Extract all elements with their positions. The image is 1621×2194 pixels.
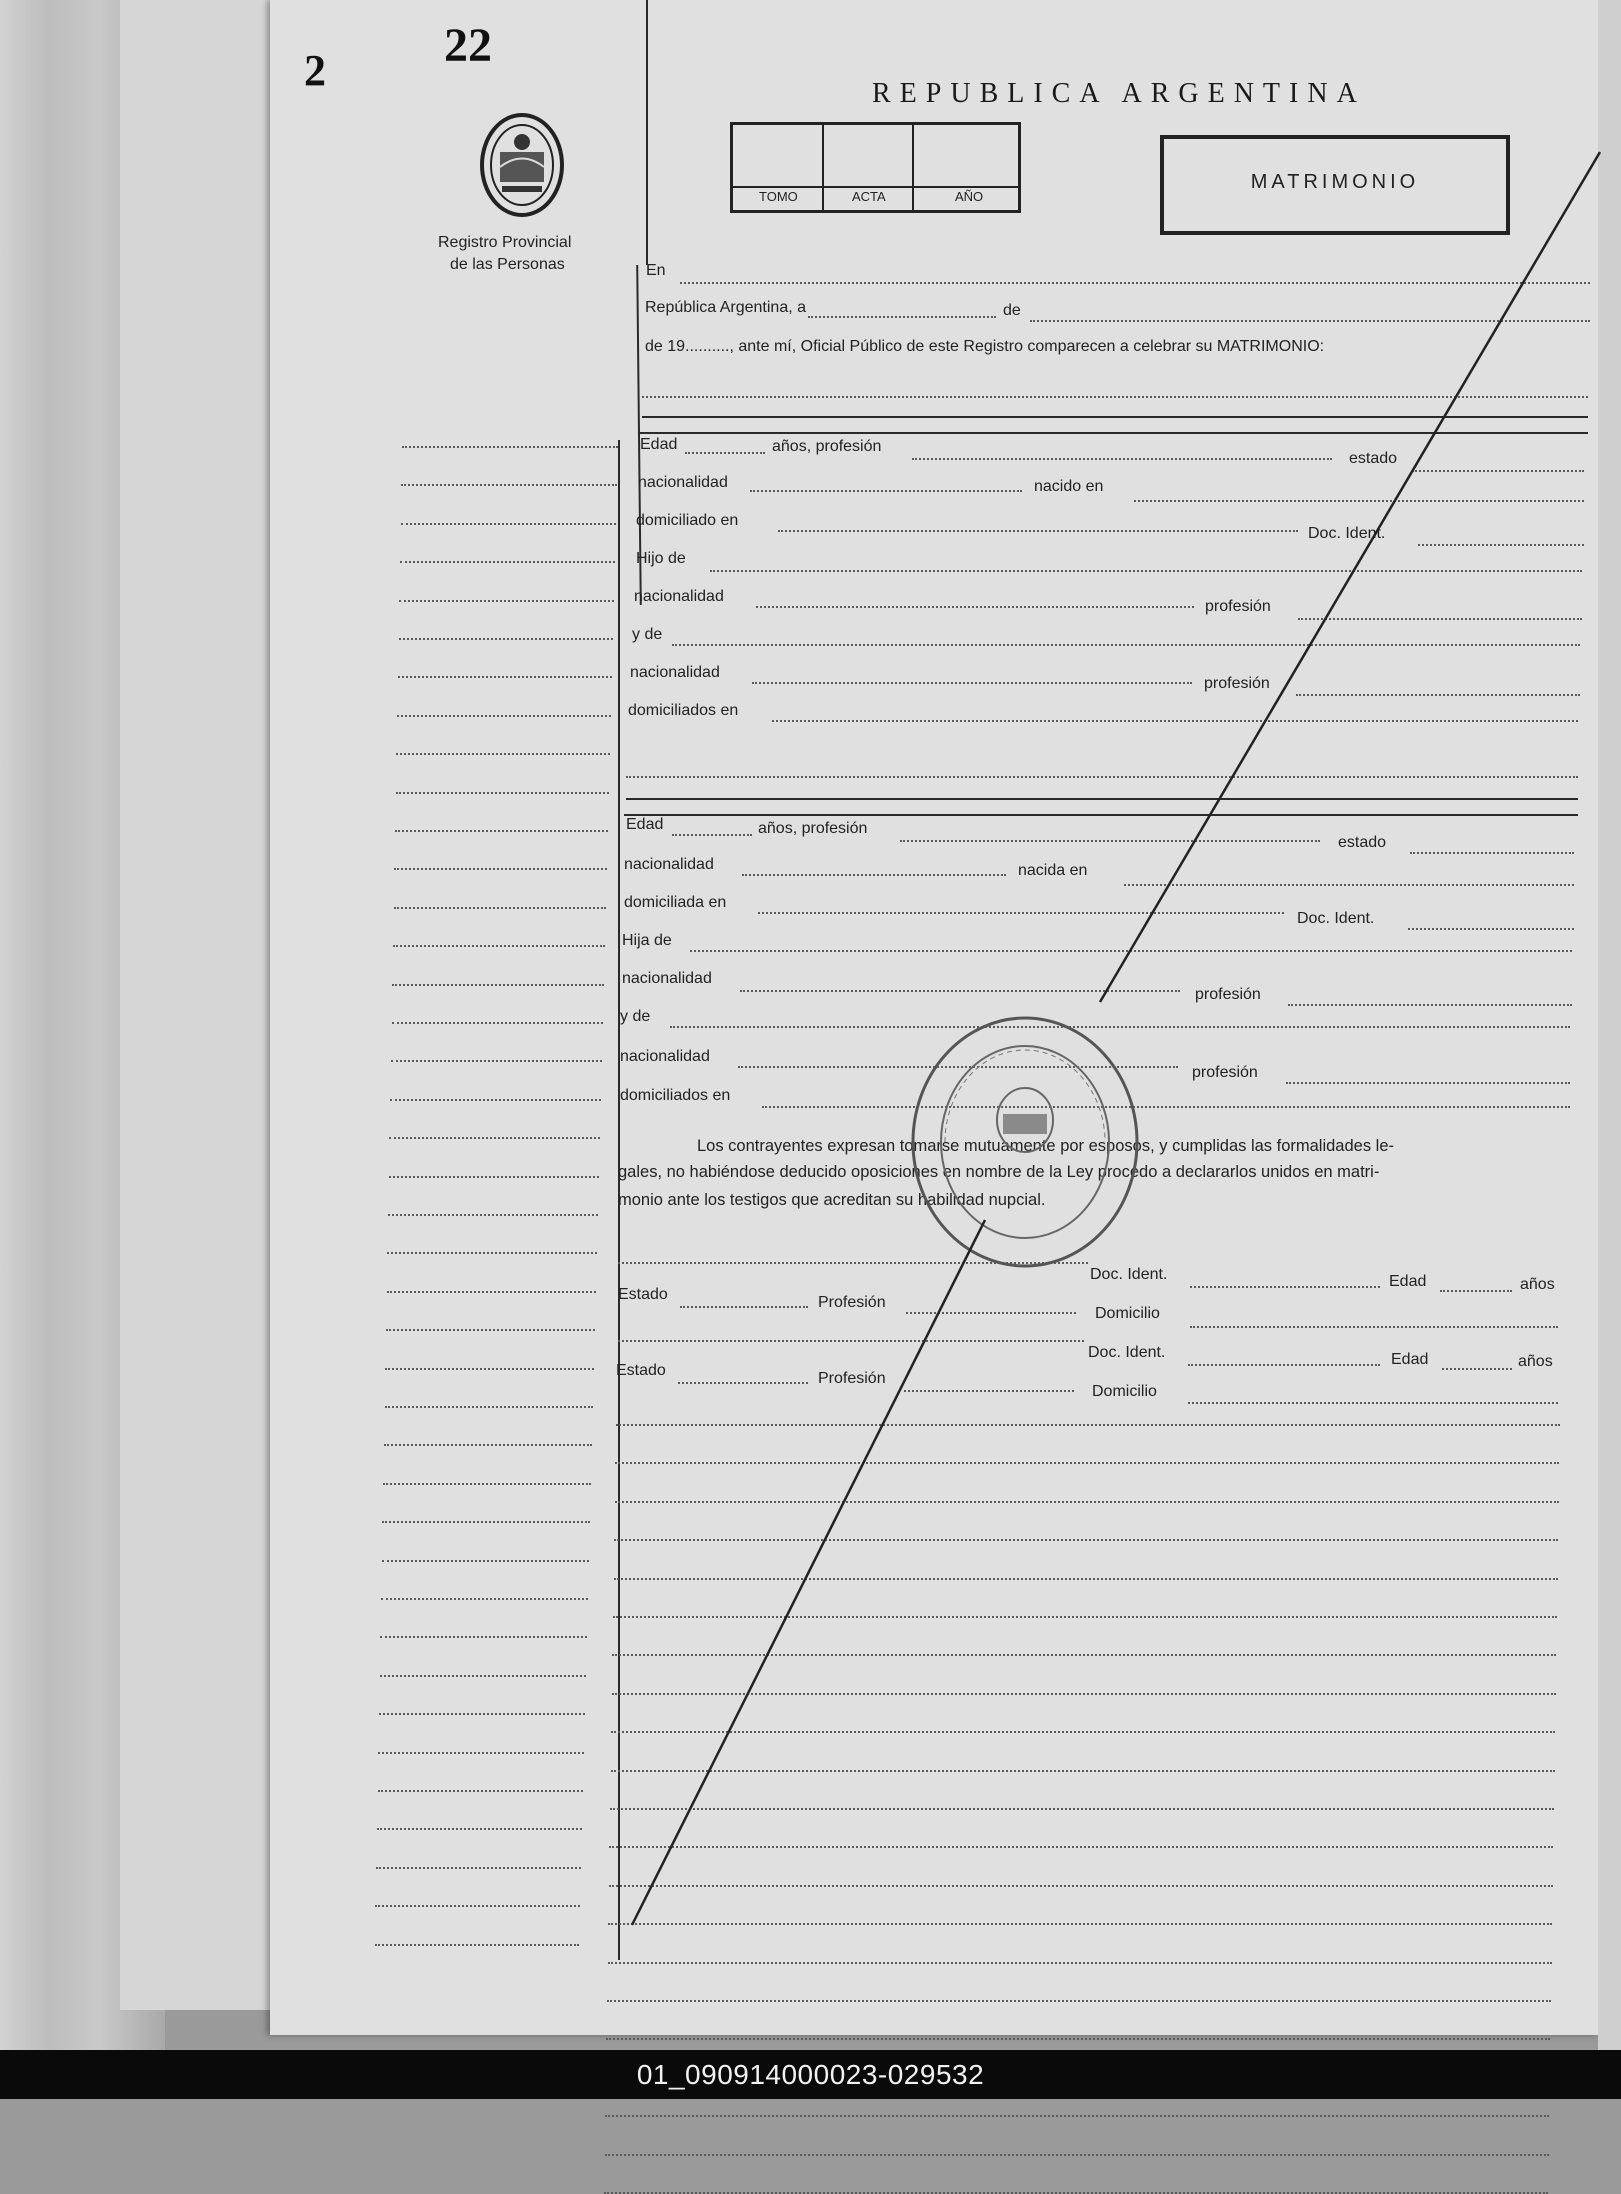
acta-label: ACTA	[852, 189, 886, 204]
groom-profesion-label: años, profesión	[772, 438, 882, 455]
witness-2-domicilio-label: Domicilio	[1092, 1383, 1157, 1400]
intro-en-label: En	[646, 262, 666, 279]
image-caption-bar	[0, 2050, 1621, 2099]
witness-1-doc-label: Doc. Ident.	[1090, 1266, 1168, 1283]
bride-yde-label: y de	[620, 1008, 651, 1025]
groom-domiciliado-label: domiciliado en	[636, 512, 739, 529]
groom-edad-label: Edad	[640, 436, 678, 453]
bride-nacionalidad-label: nacionalidad	[624, 856, 714, 873]
bride-father-nacionalidad-label: nacionalidad	[622, 970, 712, 987]
groom-mother-nacionalidad-label: nacionalidad	[630, 664, 720, 681]
groom-domiciliados-label: domiciliados en	[628, 702, 739, 719]
bride-nacida-label: nacida en	[1018, 862, 1088, 879]
previous-page-number: 2	[304, 46, 326, 95]
witness-1-anos-label: años	[1520, 1276, 1555, 1293]
country-title: REPUBLICA ARGENTINA	[872, 78, 1366, 109]
intro-republica-label: República Argentina, a	[645, 299, 806, 316]
registry-name-line2: de las Personas	[450, 256, 565, 273]
declaration-line-2: gales, no habiéndose deducido oposiciones en nombre de la Ley procedo a declararlos unidos en matri-	[618, 1163, 1380, 1181]
groom-doc-label: Doc. Ident.	[1308, 525, 1386, 542]
ano-label: AÑO	[955, 189, 984, 204]
witness-1-edad-label: Edad	[1389, 1273, 1427, 1290]
act-type-label: MATRIMONIO	[1250, 171, 1420, 193]
bride-domiciliada-label: domiciliada en	[624, 894, 727, 911]
groom-hijo-label: Hijo de	[636, 550, 686, 567]
bride-domiciliados-label: domiciliados en	[620, 1087, 731, 1104]
bride-edad-label: Edad	[626, 816, 664, 833]
registry-name-line1: Registro Provincial	[438, 234, 572, 251]
observation-line[interactable]	[605, 2115, 1549, 2117]
intro-line3: de 19.........., ante mí, Oficial Público de este Registro comparecen a celebrar su MATRIMONIO:	[645, 338, 1325, 355]
groom-nacido-label: nacido en	[1034, 478, 1104, 495]
groom-father-nacionalidad-label: nacionalidad	[634, 588, 724, 605]
declaration-line-1: Los contrayentes expresan tomarse mutuamente por esposos, y cumplidas las formalidades le-	[697, 1137, 1395, 1155]
tomo-label: TOMO	[759, 189, 798, 204]
groom-mother-profesion-label: profesión	[1204, 675, 1270, 692]
witness-1-domicilio-label: Domicilio	[1095, 1305, 1160, 1322]
page-number: 22	[444, 19, 492, 72]
image-id-caption: 01_090914000023-029532	[636, 2059, 985, 2090]
bride-profesion-label: años, profesión	[758, 820, 868, 837]
groom-yde-label: y de	[632, 626, 663, 643]
witness-2-estado-label: Estado	[616, 1362, 666, 1379]
groom-father-profesion-label: profesión	[1205, 598, 1271, 615]
witness-1-estado-label: Estado	[618, 1286, 668, 1303]
witness-2-edad-label: Edad	[1391, 1351, 1429, 1368]
bride-doc-label: Doc. Ident.	[1297, 910, 1375, 927]
bride-mother-nacionalidad-label: nacionalidad	[620, 1048, 710, 1065]
witness-1-profesion-label: Profesión	[818, 1294, 886, 1311]
witness-2-anos-label: años	[1518, 1353, 1553, 1370]
groom-nacionalidad-label: nacionalidad	[638, 474, 728, 491]
witness-2-doc-label: Doc. Ident.	[1088, 1344, 1166, 1361]
bride-father-profesion-label: profesión	[1195, 986, 1261, 1003]
declaration-line-3: monio ante los testigos que acreditan su habilidad nupcial.	[618, 1191, 1046, 1209]
groom-estado-label: estado	[1349, 450, 1398, 467]
intro-de-label: de	[1003, 302, 1021, 319]
bride-estado-label: estado	[1338, 834, 1387, 851]
witness-2-profesion-label: Profesión	[818, 1370, 886, 1387]
bride-mother-profesion-label: profesión	[1192, 1064, 1258, 1081]
observation-line[interactable]	[605, 2154, 1549, 2156]
bride-hija-label: Hija de	[622, 932, 672, 949]
